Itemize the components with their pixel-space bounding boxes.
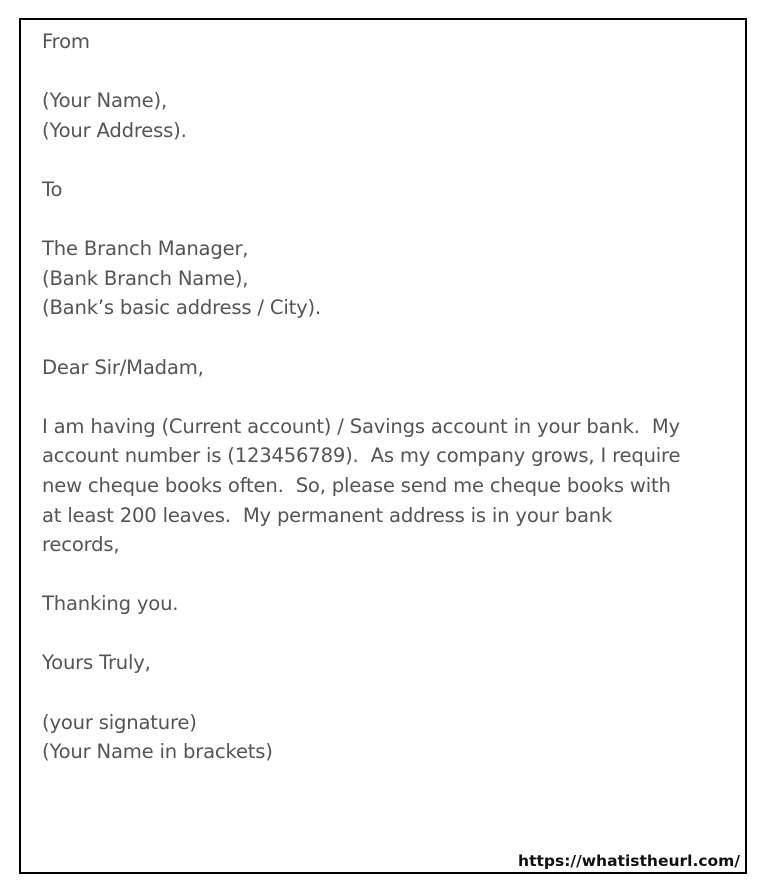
body-line: account number is (123456789). As my company grows, I require xyxy=(42,444,681,468)
recipient-address: (Bank’s basic address / City). xyxy=(42,296,321,320)
letter-frame xyxy=(19,18,747,874)
blank-line xyxy=(42,382,729,412)
salutation: Dear Sir/Madam, xyxy=(42,355,204,379)
from-label: From xyxy=(42,30,90,53)
recipient-title: The Branch Manager, xyxy=(42,237,249,261)
body-line: at least 200 leaves. My permanent address is in your bank xyxy=(42,503,613,527)
blank-line xyxy=(42,560,729,590)
closing-line: Yours Truly, xyxy=(42,651,151,675)
sender-name: (Your Name), xyxy=(42,89,167,113)
watermark-url: https://whatistheurl.com/ xyxy=(518,852,740,870)
signer-name: (Your Name in brackets) xyxy=(42,740,273,764)
body-paragraph xyxy=(42,412,729,560)
blank-line xyxy=(42,145,729,175)
blank-line xyxy=(42,323,729,353)
blank-line xyxy=(42,205,729,235)
blank-line xyxy=(42,619,729,649)
body-line: new cheque books often. So, please send me cheque books with xyxy=(42,473,671,497)
letter-body xyxy=(42,27,729,767)
body-line: I am having (Current account) / Savings account in your bank. My xyxy=(42,414,680,438)
recipient-branch: (Bank Branch Name), xyxy=(42,266,249,290)
thanks-line: Thanking you. xyxy=(42,592,179,616)
sender-address: (Your Address). xyxy=(42,118,187,142)
signature-line: (your signature) xyxy=(42,710,197,734)
blank-line xyxy=(42,57,729,87)
to-label: To xyxy=(42,177,63,201)
blank-line xyxy=(42,678,729,708)
body-line: records, xyxy=(42,533,120,557)
